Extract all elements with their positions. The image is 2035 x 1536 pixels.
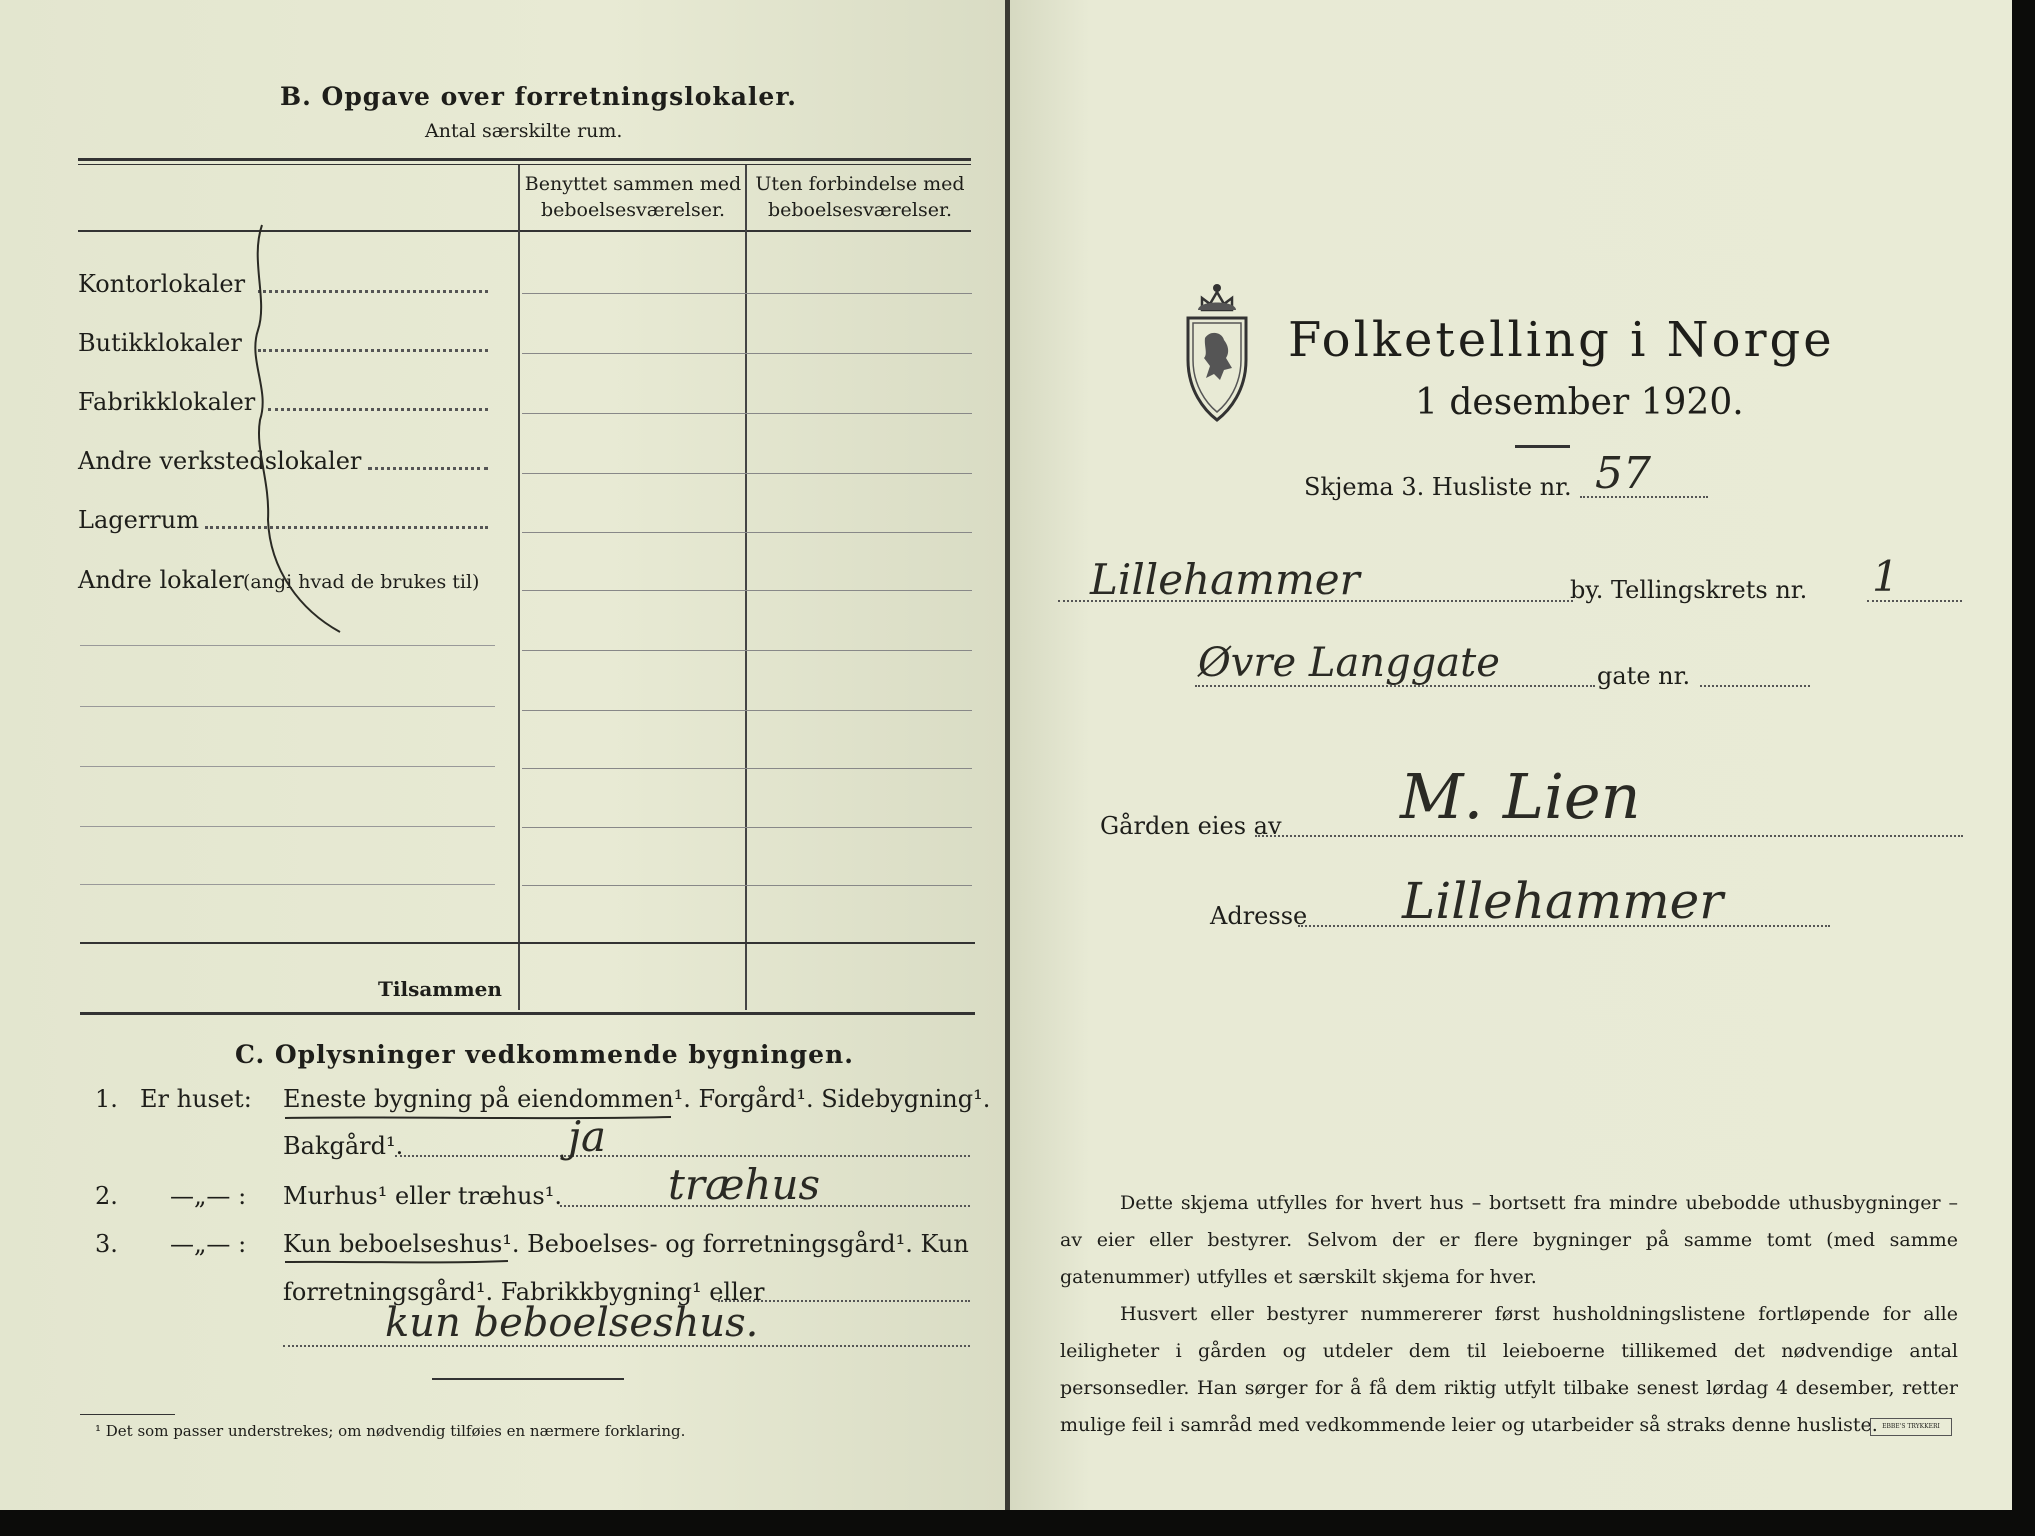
skjema-label: Skjema 3. Husliste nr. — [1304, 473, 1572, 501]
table-header-rule — [78, 230, 971, 232]
census-date: 1 desember 1920. — [1415, 382, 1744, 423]
underline-eneste-bygning — [283, 1114, 673, 1124]
question-2-label: —„— : — [170, 1182, 247, 1210]
question-2-number: 2. — [95, 1182, 118, 1210]
cell-line — [522, 473, 972, 474]
tellingskrets-number: 1 — [1872, 552, 1899, 601]
question-1-label: Er huset: — [140, 1085, 252, 1113]
question-3-label: —„— : — [170, 1230, 247, 1258]
underline-kun-beboelseshus — [283, 1258, 513, 1268]
column-header-2-line1: Uten forbindelse med — [755, 173, 965, 195]
by-tellingskrets-label: by. Tellingskrets nr. — [1570, 576, 1808, 604]
table-bottom-rule — [80, 1012, 975, 1015]
cell-line — [522, 768, 972, 769]
question-1-number: 1. — [95, 1085, 118, 1113]
table-column-divider-2 — [745, 165, 747, 1010]
form-title: Folketelling i Norge — [1288, 312, 1835, 368]
handwritten-brace — [240, 220, 370, 640]
question-3-answer: kun beboelseshus. — [385, 1300, 759, 1346]
section-c-title: C. Oplysninger vedkommende bygningen. — [235, 1040, 854, 1069]
question-3-options: Kun beboelseshus¹. Beboelses- og forretningsgård¹. Kun — [283, 1230, 969, 1258]
norwegian-coat-of-arms-icon — [1180, 270, 1255, 425]
row-label-kontorlokaler: Kontorlokaler — [78, 270, 246, 298]
total-label: Tilsammen — [378, 977, 502, 1001]
question-3-options-line2: forretningsgård¹. Fabrikkbygning¹ eller — [283, 1278, 765, 1306]
question-1-options-line2: Bakgård¹. — [283, 1132, 404, 1160]
table-top-rule — [78, 158, 971, 161]
printer-stamp: EBBE'S TRYKKERI — [1870, 1418, 1952, 1436]
cell-line — [522, 590, 972, 591]
owner-answer: M. Lien — [1400, 760, 1641, 833]
row-note-andre-lokaler: (angi hvad de brukes til) — [243, 571, 480, 593]
table-total-rule — [80, 942, 975, 944]
blank-line — [80, 706, 495, 707]
blank-line — [80, 645, 495, 646]
question-1-options: Eneste bygning på eiendommen¹. Forgård¹. Sidebygning¹. — [283, 1085, 991, 1113]
answer-line — [395, 1155, 970, 1157]
row-label-butikklokaler: Butikklokaler — [78, 329, 242, 357]
cell-line — [522, 710, 972, 711]
row-label-fabrikklokaler: Fabrikklokaler — [78, 388, 256, 416]
column-header-1-line1: Benyttet sammen med — [524, 173, 742, 195]
cell-line — [522, 827, 972, 828]
address-label: Adresse — [1210, 902, 1308, 930]
city-answer: Lillehammer — [1090, 555, 1360, 604]
instructions-paragraph-2: Husvert eller bestyrer nummererer først husholdningslistene fortløpende for alle leiligheter i gården og utdeler dem til leieboerne tillikemed det nødvendige antal personsedler. Han sørger for å få dem riktig utfylt tilbake senest lørdag 4 desember, retter mulige feil i samråd med vedkommende leier og utarbeider så straks denne husliste. — [1060, 1303, 1958, 1436]
cell-line — [522, 885, 972, 886]
question-1-answer: ja — [568, 1112, 607, 1161]
gate-nr-label: gate nr. — [1597, 662, 1691, 690]
cell-line — [522, 532, 972, 533]
blank-line — [80, 766, 495, 767]
blank-line — [80, 884, 495, 885]
address-answer: Lillehammer — [1402, 872, 1724, 930]
book-spine — [1005, 0, 1010, 1510]
right-page — [1010, 0, 2012, 1510]
leader-dots — [368, 467, 488, 470]
table-top-rule-thin — [78, 164, 971, 165]
answer-line — [283, 1345, 970, 1347]
gate-nr-line — [1700, 685, 1810, 687]
title-rule — [1515, 445, 1570, 448]
section-b-subtitle: Antal særskilte rum. — [425, 120, 623, 142]
street-answer: Øvre Langgate — [1198, 640, 1500, 686]
row-label-lagerrum: Lagerrum — [78, 506, 199, 534]
left-page — [0, 0, 1005, 1510]
row-label-andre-lokaler: Andre lokaler — [78, 566, 244, 594]
section-b-title: B. Opgave over forretningslokaler. — [280, 82, 797, 111]
husliste-number: 57 — [1595, 448, 1651, 499]
table-column-divider-1 — [518, 165, 520, 1010]
question-2-options: Murhus¹ eller træhus¹. — [283, 1182, 562, 1210]
cell-line — [522, 353, 972, 354]
column-header-2-line2: beboelsesværelser. — [767, 199, 953, 221]
cell-line — [522, 293, 972, 294]
owner-label: Gården eies av — [1100, 812, 1282, 840]
question-3-number: 3. — [95, 1230, 118, 1258]
blank-line — [80, 826, 495, 827]
owner-line — [1255, 835, 1963, 837]
instructions-paragraph-1: Dette skjema utfylles for hvert hus – bortsett fra mindre ubebodde uthusbygninger – av eier eller bestyrer. Selvom der er flere bygninger på samme tomt (med samme gatenummer) utfylles et særskilt skjema for hver. — [1060, 1192, 1958, 1288]
cell-line — [522, 650, 972, 651]
row-label-andre-verkstedslokaler: Andre verkstedslokaler — [78, 447, 362, 475]
question-2-answer: træhus — [668, 1160, 821, 1209]
column-header-1-line2: beboelsesværelser. — [540, 199, 726, 221]
section-end-rule — [432, 1378, 624, 1380]
cell-line — [522, 413, 972, 414]
footnote: ¹ Det som passer understrekes; om nødvendig tilføies en nærmere forklaring. — [95, 1422, 686, 1440]
footnote-rule — [80, 1414, 175, 1415]
